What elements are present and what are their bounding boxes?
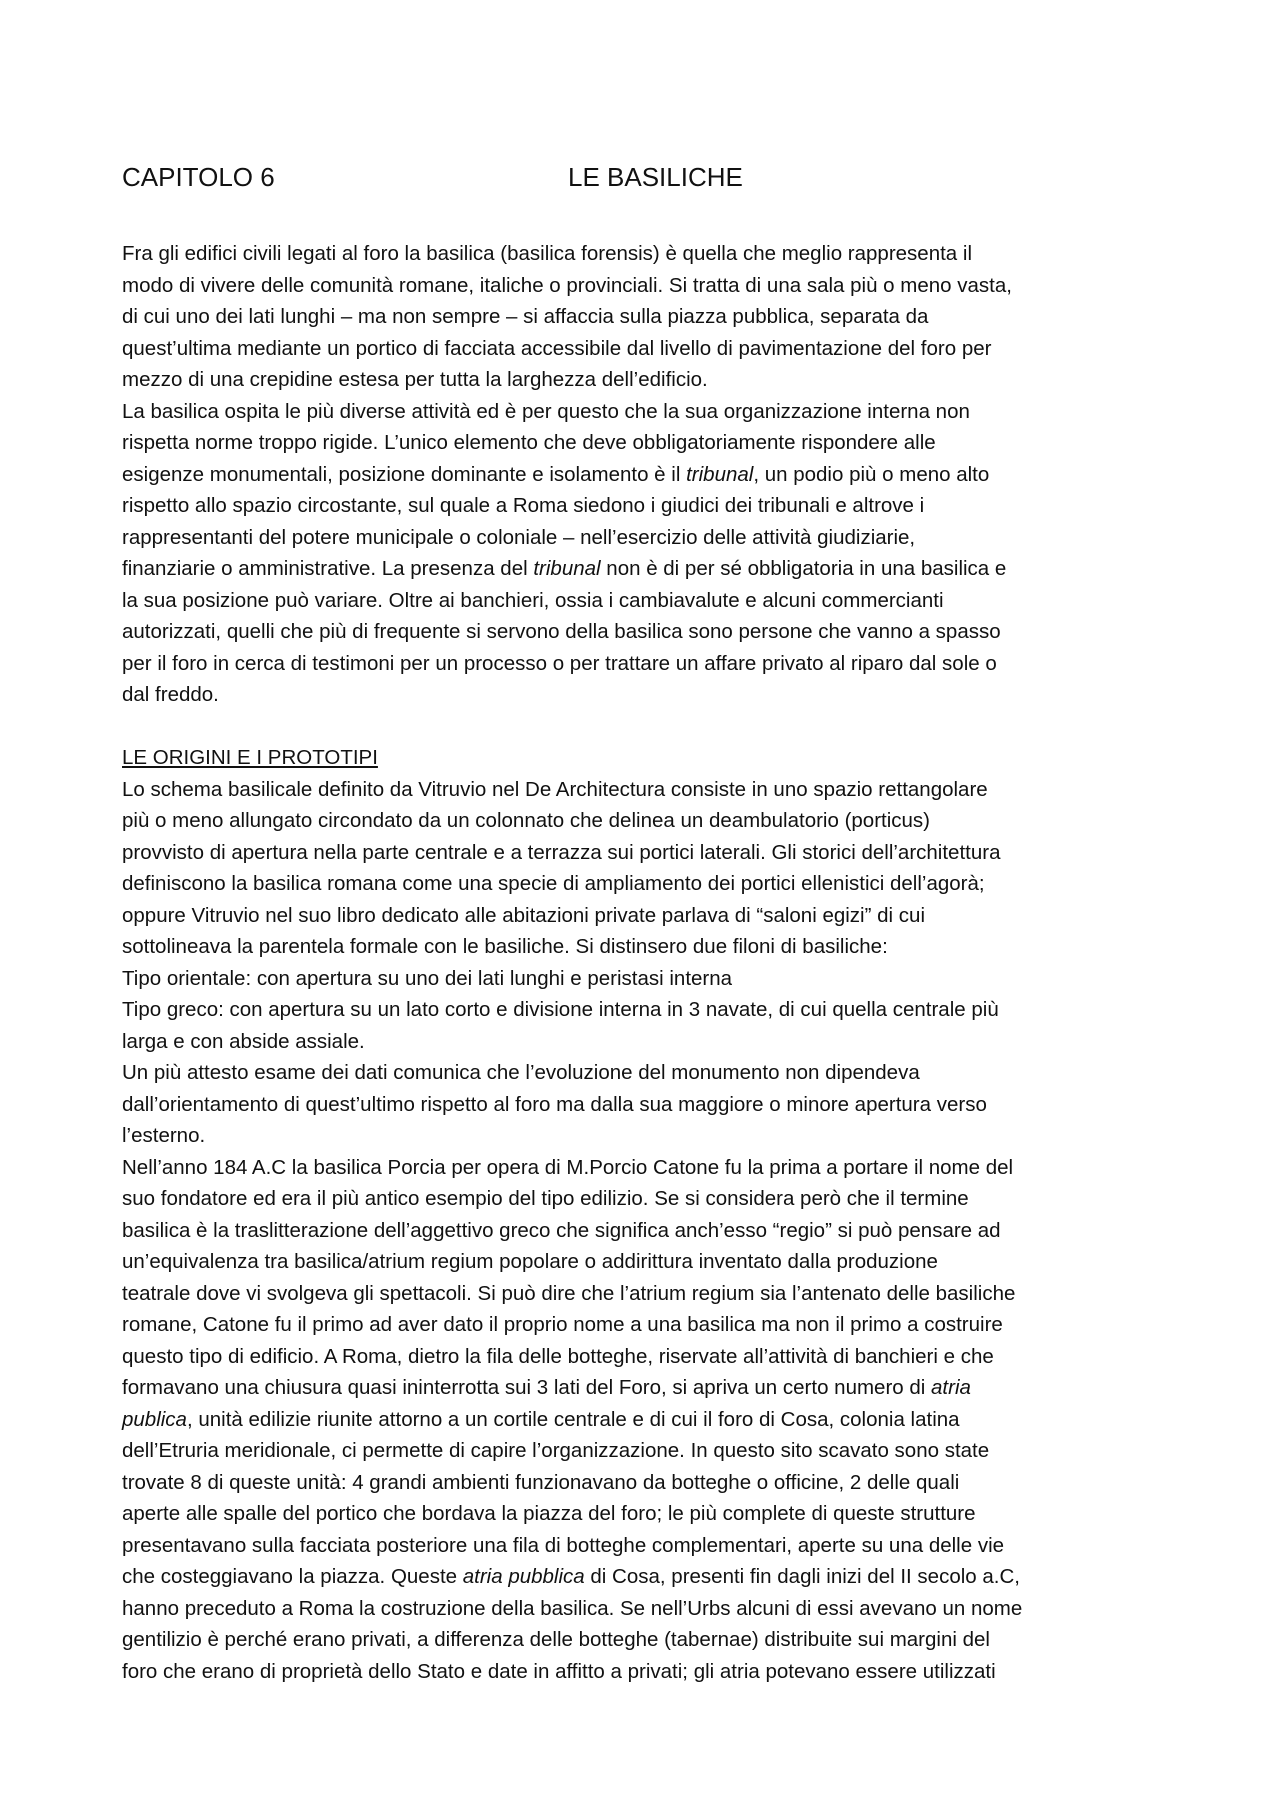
text-line: Tipo orientale: con apertura su uno dei lati lunghi e peristasi interna	[122, 966, 733, 990]
chapter-number: CAPITOLO 6	[122, 162, 275, 192]
text-run: formavano una chiusura quasi ininterrotta sui 3 lati del Foro, si apriva un certo numero di	[122, 1376, 932, 1399]
text-line: foro che erano di proprietà dello Stato e date in affitto a privati; gli atria potevano essere utilizzati	[122, 1659, 996, 1683]
text-line: Fra gli edifici civili legati al foro la basilica (basilica forensis) è quella che meglio rappresenta il	[122, 242, 972, 265]
text-line: l’esterno.	[122, 1124, 206, 1147]
text-line: presentavano sulla facciata posteriore una fila di botteghe complementari, aperte su una delle vie	[122, 1533, 1005, 1557]
text-run: , un podio più o meno alto	[753, 462, 990, 486]
text-line: rispetto allo spazio circostante, sul quale a Roma siedono i giudici dei tribunali e altrove i	[122, 494, 925, 517]
chapter-heading	[122, 160, 1162, 194]
text-line: gentilizio è perché erano privati, a differenza delle botteghe (tabernae) distribuite sui margini del	[122, 1628, 990, 1651]
text-line: dal freddo.	[122, 683, 219, 706]
text-line	[122, 1404, 1172, 1436]
text-line: La basilica ospita le più diverse attività ed è per questo che la sua organizzazione interna non	[122, 399, 970, 423]
text-line: suo fondatore ed era il più antico esempio del tipo edilizio. Se si considera però che il termine	[122, 1187, 969, 1210]
italic-term: tribunal	[686, 462, 754, 486]
text-run: non è di per sé obbligatoria in una basilica e	[600, 557, 1007, 580]
intro-paragraph-2	[122, 396, 1172, 711]
text-line: quest’ultima mediante un portico di facciata accessibile dal livello di pavimentazione del foro per	[122, 336, 992, 360]
text-run: che costeggiavano la piazza. Queste	[122, 1565, 463, 1588]
italic-term: atria pubblica	[462, 1565, 585, 1588]
text-run: , unità edilizie riunite attorno a un cortile centrale e di cui il foro di Cosa, colonia latina	[186, 1407, 960, 1431]
text-line: dall’orientamento di quest’ultimo rispetto al foro ma dalla sua maggiore o minore apertura verso	[122, 1092, 987, 1116]
text-run: finanziarie o amministrative. La presenza del	[122, 557, 534, 580]
text-line: rispetta norme troppo rigide. L’unico elemento che deve obbligatoriamente rispondere alle	[122, 431, 936, 454]
text-line: per il foro in cerca di testimoni per un processo o per trattare un affare privato al riparo dal sole o	[122, 651, 997, 675]
text-run: di Cosa, presenti fin dagli inizi del II secolo a.C,	[584, 1565, 1020, 1588]
text-line: più o meno allungato circondato da un colonnato che delinea un deambulatorio (porticus)	[122, 809, 931, 832]
text-line: definiscono la basilica romana come una specie di ampliamento dei portici ellenistici dell’agorà;	[122, 872, 985, 895]
text-line: rappresentanti del potere municipale o coloniale – nell’esercizio delle attività giudiziarie,	[122, 525, 916, 549]
text-line: Nell’anno 184 A.C la basilica Porcia per opera di M.Porcio Catone fu la prima a portare il nome del	[122, 1155, 1014, 1179]
section-heading: LE ORIGINI E I PROTOTIPI	[122, 746, 378, 769]
section-paragraph-1	[122, 774, 1172, 1152]
text-line: Un più attesto esame dei dati comunica che l’evoluzione del monumento non dipendeva	[122, 1061, 920, 1084]
blank-line	[122, 711, 1172, 743]
intro-paragraph-1	[122, 238, 1172, 396]
text-line: la sua posizione può variare. Oltre ai banchieri, ossia i cambiavalute e alcuni commercianti	[122, 588, 944, 612]
text-line: modo di vivere delle comunità romane, italiche o provinciali. Si tratta di una sala più o meno vasta,	[122, 273, 1012, 297]
text-line: di cui uno dei lati lunghi – ma non sempre – si affaccia sulla piazza pubblica, separata da	[122, 305, 929, 328]
text-run: esigenze monumentali, posizione dominante e isolamento è il	[122, 462, 687, 486]
document-body	[122, 238, 1172, 1687]
text-line: oppure Vitruvio nel suo libro dedicato alle abitazioni private parlava di “saloni egizi” di cui	[122, 903, 925, 927]
text-line	[122, 459, 1172, 491]
text-line: romane, Catone fu il primo ad aver dato il proprio nome a una basilica ma non il primo a costruire	[122, 1313, 1003, 1336]
text-line: dell’Etruria meridionale, ci permette di capire l’organizzazione. In questo sito scavato sono state	[122, 1439, 990, 1462]
text-line: Lo schema basilicale definito da Vitruvio nel De Architectura consiste in uno spazio rettangolare	[122, 777, 988, 801]
text-line	[122, 553, 1172, 585]
text-line: teatrale dove vi svolgeva gli spettacoli. Si può dire che l’atrium regium sia l’antenato delle basiliche	[122, 1281, 1016, 1305]
chapter-title: LE BASILICHE	[568, 162, 743, 192]
text-line: aperte alle spalle del portico che bordava la piazza del foro; le più complete di queste strutture	[122, 1502, 976, 1525]
text-line: mezzo di una crepidine estesa per tutta la larghezza dell’edificio.	[122, 368, 708, 391]
text-line: questo tipo di edificio. A Roma, dietro la fila delle botteghe, riservate all’attività di banchieri e che	[122, 1344, 994, 1368]
text-line: Tipo greco: con apertura su un lato corto e divisione interna in 3 navate, di cui quella centrale più	[122, 998, 999, 1021]
section-paragraph-2	[122, 1152, 1172, 1688]
text-line: trovate 8 di queste unità: 4 grandi ambienti funzionavano da botteghe o officine, 2 delle quali	[122, 1470, 960, 1494]
text-line	[122, 1561, 1172, 1593]
text-line: autorizzati, quelli che più di frequente si servono della basilica sono persone che vanno a spasso	[122, 620, 1001, 643]
text-line: un’equivalenza tra basilica/atrium regium popolare o addirittura inventato dalla produzione	[122, 1250, 938, 1273]
text-line: hanno preceduto a Roma la costruzione della basilica. Se nell’Urbs alcuni di essi avevano un nome	[122, 1596, 1023, 1620]
italic-term: tribunal	[533, 557, 601, 580]
text-line	[122, 1372, 1172, 1404]
text-line: larga e con abside assiale.	[122, 1029, 365, 1053]
text-line: provvisto di apertura nella parte centrale e a terrazza sui portici laterali. Gli storici dell’architettura	[122, 840, 1001, 864]
text-line: sottolineava la parentela formale con le basiliche. Si distinsero due filoni di basiliche:	[122, 935, 888, 958]
text-line: basilica è la traslitterazione dell’aggettivo greco che significa anch’esso “regio” si può pensare ad	[122, 1218, 1001, 1242]
italic-term: atria	[931, 1376, 971, 1399]
italic-term: publica	[122, 1407, 187, 1431]
